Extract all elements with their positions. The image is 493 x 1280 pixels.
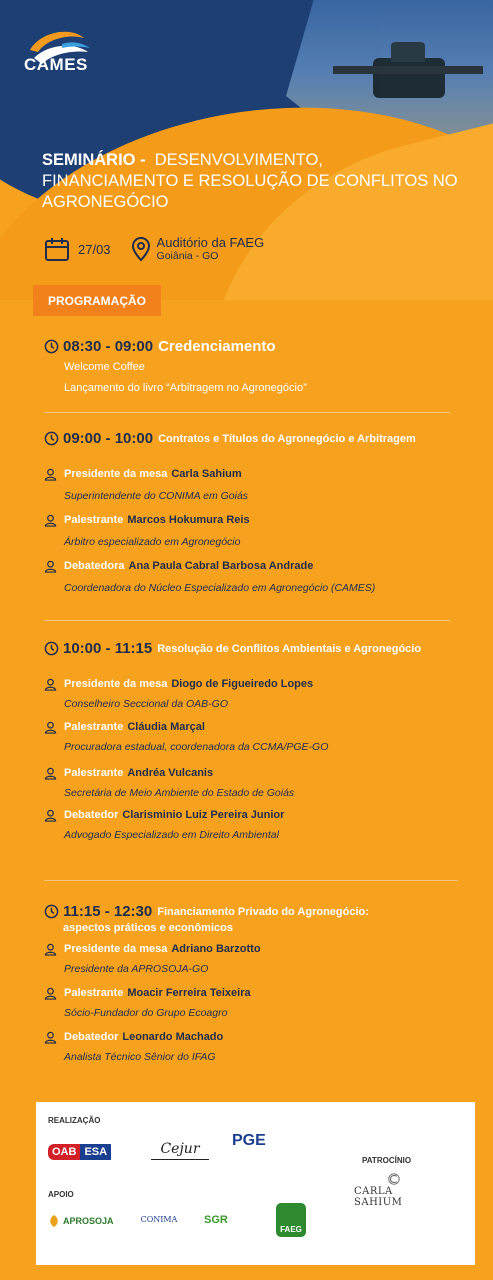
tractor-shape	[373, 58, 445, 98]
speaker-description: Árbitro especializado em Agronegócio	[64, 536, 241, 548]
speaker-description: Procuradora estadual, coordenadora da CCMA/PGE-GO	[64, 741, 329, 753]
apoio-label: APOIO	[48, 1190, 74, 1199]
divider	[44, 412, 450, 413]
speaker-entry	[44, 1028, 464, 1066]
speaker-role: Presidente da mesa	[64, 678, 168, 690]
oab-esa-logo	[48, 1142, 111, 1162]
session-header	[44, 430, 464, 447]
aprosoja-text: APROSOJA	[63, 1216, 114, 1226]
calendar-icon	[44, 236, 70, 262]
session-1	[44, 338, 464, 396]
speaker-entry	[44, 557, 464, 597]
user-icon	[44, 721, 57, 734]
session-header	[44, 338, 464, 355]
speaker-name: Cláudia Marçal	[127, 721, 205, 733]
speaker-description: Advogado Especializado em Direito Ambiental	[64, 829, 279, 841]
faeg-logo	[276, 1203, 306, 1237]
session-title: Financiamento Privado do Agronegócio:	[157, 905, 369, 918]
session-3	[44, 640, 464, 844]
session-title: Resolução de Conflitos Ambientais e Agronegócio	[157, 642, 422, 655]
session-note: Lançamento do livro “Arbitragem no Agronegócio”	[64, 382, 307, 394]
speaker-entry	[44, 764, 464, 802]
clock-icon	[44, 904, 59, 919]
venue-city: Goiânia - GO	[156, 250, 219, 262]
speaker-entry	[44, 511, 464, 551]
carla-sahium-text: CARLA SAHIUM	[354, 1186, 403, 1208]
event-venue	[157, 236, 265, 262]
realizacao-label: REALIZAÇÃO	[48, 1116, 101, 1125]
speaker-description: Conselheiro Seccional da OAB-GO	[64, 698, 228, 710]
leaf-icon	[48, 1214, 60, 1228]
location-pin-icon	[131, 236, 151, 262]
speaker-role: Palestrante	[64, 767, 124, 779]
cejur-logo	[148, 1134, 212, 1166]
speaker-description: Sócio-Fundador do Grupo Ecoagro	[64, 1007, 228, 1019]
speaker-description: Coordenadora do Núcleo Especializado em Agronegócio (CAMES)	[64, 582, 376, 594]
cejur-logo-text: Cejur	[160, 1140, 200, 1157]
user-icon	[44, 943, 57, 956]
speaker-name: Marcos Hokumura Reis	[127, 514, 250, 526]
clock-icon	[44, 339, 59, 354]
esa-logo: ESA	[80, 1144, 111, 1160]
pge-logo-text: PGE	[232, 1132, 266, 1149]
speaker-role: Palestrante	[64, 514, 124, 526]
cejur-underline	[151, 1159, 209, 1160]
speaker-description: Analista Técnico Sênior do IFAG	[64, 1051, 216, 1063]
event-meta	[44, 234, 264, 264]
divider	[44, 880, 458, 881]
speaker-entry	[44, 806, 464, 844]
session-title: Credenciamento	[158, 338, 276, 355]
patrocinio-label: PATROCÍNIO	[362, 1156, 412, 1165]
clock-icon	[44, 431, 59, 446]
speaker-entry	[44, 718, 464, 756]
pge-logo	[232, 1132, 266, 1150]
user-icon	[44, 1031, 57, 1044]
session-2	[44, 430, 464, 597]
conima-logo	[132, 1204, 186, 1234]
faeg-text: FAEG	[276, 1203, 306, 1237]
title-prefix: SEMINÁRIO -	[42, 151, 146, 169]
speaker-name: Adriano Barzotto	[171, 943, 261, 955]
session-time: 08:30 - 09:00	[63, 338, 154, 355]
user-icon	[44, 987, 57, 1000]
sgr-logo	[204, 1210, 228, 1230]
speaker-role: Presidente da mesa	[64, 468, 168, 480]
speaker-role: Presidente da mesa	[64, 943, 168, 955]
speaker-name: Diogo de Figueiredo Lopes	[171, 678, 314, 690]
speaker-name: Carla Sahium	[171, 468, 242, 480]
brand-name: CAMES	[24, 55, 88, 74]
user-icon	[44, 514, 57, 527]
session-4	[44, 903, 464, 1066]
carla-monogram-icon	[386, 1172, 402, 1186]
speaker-entry	[44, 984, 464, 1022]
speaker-entry	[44, 675, 464, 713]
speaker-name: Andréa Vulcanis	[127, 767, 214, 779]
user-icon	[44, 767, 57, 780]
sponsors-panel	[36, 1102, 475, 1265]
event-date: 27/03	[78, 241, 111, 257]
speaker-entry	[44, 465, 464, 505]
session-time: 09:00 - 10:00	[63, 430, 154, 447]
title-rest: DESENVOLVIMENTO, FINANCIAMENTO E RESOLUÇÃO DE CONFLITOS NO AGRONEGÓCIO	[42, 151, 458, 211]
oab-logo: OAB	[48, 1144, 80, 1160]
speaker-role: Palestrante	[64, 987, 124, 999]
speaker-role: Debatedor	[64, 1031, 119, 1043]
clock-icon	[44, 641, 59, 656]
speaker-role: Palestrante	[64, 721, 124, 733]
divider	[44, 620, 450, 621]
page-title	[42, 150, 462, 213]
speaker-role: Debatedor	[64, 809, 119, 821]
user-icon	[44, 678, 57, 691]
speaker-name: Moacir Ferreira Teixeira	[127, 987, 251, 999]
session-note: Welcome Coffee	[64, 361, 145, 373]
program-badge: PROGRAMAÇÃO	[33, 285, 161, 316]
sgr-text: SGR	[204, 1214, 228, 1226]
aprosoja-logo	[48, 1210, 114, 1232]
user-icon	[44, 560, 57, 573]
speaker-description: Secretária de Meio Ambiente do Estado de Goiás	[64, 787, 295, 799]
conima-text: CONIMA	[140, 1214, 178, 1224]
speaker-description: Presidente da APROSOJA-GO	[64, 963, 209, 975]
venue-name: Auditório da FAEG	[156, 235, 265, 250]
speaker-entry	[44, 940, 464, 978]
speaker-name: Clarisminio Luiz Pereira Junior	[122, 809, 285, 821]
user-icon	[44, 468, 57, 481]
session-title-continued: aspectos práticos e econômicos	[63, 922, 233, 934]
speaker-name: Leonardo Machado	[122, 1031, 224, 1043]
session-header	[44, 903, 464, 920]
speaker-role: Debatedora	[64, 560, 125, 572]
carla-sahium-logo	[354, 1172, 434, 1208]
session-header	[44, 640, 464, 657]
speaker-description: Superintendente do CONIMA em Goiás	[64, 490, 249, 502]
session-time: 11:15 - 12:30	[63, 903, 153, 920]
speaker-name: Ana Paula Cabral Barbosa Andrade	[128, 560, 314, 572]
user-icon	[44, 809, 57, 822]
session-title: Contratos e Títulos do Agronegócio e Arbitragem	[158, 432, 416, 445]
session-time: 10:00 - 11:15	[63, 640, 153, 657]
